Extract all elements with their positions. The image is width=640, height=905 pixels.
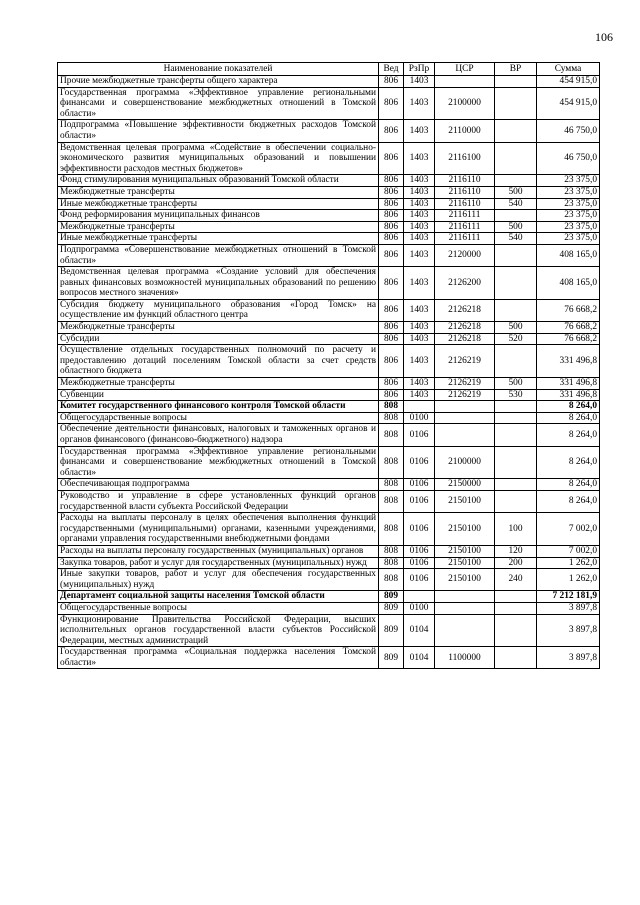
table-row: [58, 244, 600, 266]
cell-csr: [435, 614, 495, 647]
cell-vr: 500: [495, 378, 537, 390]
cell-sum: 8 264,0: [537, 479, 600, 491]
table-row: [58, 479, 600, 491]
cell-ved: 806: [379, 244, 404, 266]
cell-vr: 100: [495, 513, 537, 546]
cell-name: Функционирование Правительства Российской Федерации, высших исполнительных органов государственной власти субъектов Российской Федерации, местных администраций: [58, 614, 379, 647]
cell-ved: 806: [379, 186, 404, 198]
cell-sum: 23 375,0: [537, 233, 600, 245]
cell-name: Фонд реформирования муниципальных финансов: [58, 210, 379, 222]
cell-name: Обеспечение деятельности финансовых, налоговых и таможенных органов и органов финансового (финансово-бюджетного) надзора: [58, 424, 379, 446]
cell-name: Фонд стимулирования муниципальных образований Томской области: [58, 175, 379, 187]
cell-name: Государственная программа «Эффективное управление региональными финансами и совершенствование межбюджетных отношений в Томской области»: [58, 446, 379, 479]
cell-sum: 7 212 181,9: [537, 591, 600, 603]
cell-ved: 809: [379, 602, 404, 614]
cell-ved: 806: [379, 389, 404, 401]
cell-rzpr: [404, 401, 435, 413]
cell-vr: [495, 76, 537, 88]
cell-ved: 808: [379, 401, 404, 413]
header-name: Наименование показателей: [58, 63, 379, 76]
cell-csr: 2116111: [435, 233, 495, 245]
cell-vr: [495, 175, 537, 187]
header-csr: ЦСР: [435, 63, 495, 76]
cell-sum: 23 375,0: [537, 210, 600, 222]
table-row: [58, 267, 600, 300]
cell-rzpr: 1403: [404, 333, 435, 345]
cell-csr: 2110000: [435, 120, 495, 142]
cell-csr: 2126219: [435, 345, 495, 378]
cell-vr: 520: [495, 333, 537, 345]
cell-name: Ведомственная целевая программа «Создание условий для обеспечения равных финансовых возможностей муниципальных образований по решению вопросов местного значения»: [58, 267, 379, 300]
cell-rzpr: 1403: [404, 345, 435, 378]
cell-sum: 23 375,0: [537, 186, 600, 198]
cell-vr: 500: [495, 221, 537, 233]
cell-ved: 808: [379, 490, 404, 512]
header-rzpr: РзПр: [404, 63, 435, 76]
cell-rzpr: 1403: [404, 233, 435, 245]
table-row: [58, 412, 600, 424]
cell-name: Государственная программа «Социальная поддержка населения Томской области»: [58, 647, 379, 669]
table-row: [58, 198, 600, 210]
cell-name: Общегосударственные вопросы: [58, 602, 379, 614]
cell-csr: 2120000: [435, 244, 495, 266]
cell-sum: 8 264,0: [537, 412, 600, 424]
cell-vr: 540: [495, 233, 537, 245]
cell-vr: [495, 647, 537, 669]
cell-vr: [495, 602, 537, 614]
cell-sum: 1 262,0: [537, 569, 600, 591]
cell-sum: 8 264,0: [537, 424, 600, 446]
table-row: [58, 210, 600, 222]
budget-table: [57, 62, 600, 669]
cell-ved: 809: [379, 614, 404, 647]
cell-sum: 76 668,2: [537, 322, 600, 334]
table-row: [58, 647, 600, 669]
table-row: [58, 345, 600, 378]
cell-ved: 808: [379, 557, 404, 569]
cell-vr: 500: [495, 186, 537, 198]
cell-name: Расходы на выплаты персоналу государственных (муниципальных) органов: [58, 545, 379, 557]
table-row: [58, 322, 600, 334]
cell-ved: 806: [379, 142, 404, 175]
cell-vr: [495, 614, 537, 647]
cell-csr: 2126218: [435, 299, 495, 321]
cell-sum: 331 496,8: [537, 389, 600, 401]
cell-csr: 2126219: [435, 389, 495, 401]
cell-rzpr: 1403: [404, 76, 435, 88]
cell-rzpr: 1403: [404, 244, 435, 266]
cell-vr: 200: [495, 557, 537, 569]
cell-sum: 7 002,0: [537, 545, 600, 557]
cell-csr: 2116110: [435, 198, 495, 210]
cell-rzpr: 1403: [404, 267, 435, 300]
cell-ved: 806: [379, 210, 404, 222]
cell-sum: 46 750,0: [537, 142, 600, 175]
cell-rzpr: 1403: [404, 87, 435, 120]
cell-ved: 806: [379, 120, 404, 142]
cell-csr: 2116110: [435, 175, 495, 187]
cell-name: Иные межбюджетные трансферты: [58, 198, 379, 210]
cell-rzpr: 1403: [404, 299, 435, 321]
cell-vr: [495, 446, 537, 479]
cell-sum: 8 264,0: [537, 446, 600, 479]
cell-rzpr: 0106: [404, 446, 435, 479]
cell-vr: [495, 479, 537, 491]
cell-sum: 23 375,0: [537, 175, 600, 187]
cell-ved: 808: [379, 479, 404, 491]
cell-sum: 331 496,8: [537, 345, 600, 378]
cell-vr: [495, 244, 537, 266]
cell-ved: 806: [379, 233, 404, 245]
cell-sum: 3 897,8: [537, 614, 600, 647]
cell-ved: 806: [379, 175, 404, 187]
table-row: [58, 446, 600, 479]
cell-sum: 3 897,8: [537, 602, 600, 614]
table-row: [58, 221, 600, 233]
table-row: [58, 591, 600, 603]
cell-vr: 240: [495, 569, 537, 591]
cell-rzpr: 1403: [404, 186, 435, 198]
cell-vr: [495, 424, 537, 446]
cell-ved: 808: [379, 412, 404, 424]
cell-ved: 806: [379, 378, 404, 390]
cell-name: Расходы на выплаты персоналу в целях обеспечения выполнения функций государственными (муниципальными) органами, казенными учреждениями, органами управления государственными внебюджетными фондами: [58, 513, 379, 546]
cell-name: Подпрограмма «Повышение эффективности бюджетных расходов Томской области»: [58, 120, 379, 142]
cell-csr: 2126218: [435, 333, 495, 345]
cell-ved: 808: [379, 545, 404, 557]
table-row: [58, 378, 600, 390]
cell-vr: [495, 267, 537, 300]
table-row: [58, 401, 600, 413]
table-row: [58, 76, 600, 88]
cell-csr: 2116111: [435, 221, 495, 233]
cell-ved: 806: [379, 267, 404, 300]
cell-csr: 2126219: [435, 378, 495, 390]
cell-vr: [495, 299, 537, 321]
cell-rzpr: 1403: [404, 175, 435, 187]
cell-csr: 2150100: [435, 513, 495, 546]
cell-name: Межбюджетные трансферты: [58, 221, 379, 233]
table-row: [58, 545, 600, 557]
cell-ved: 806: [379, 221, 404, 233]
cell-ved: 806: [379, 299, 404, 321]
cell-ved: 806: [379, 333, 404, 345]
cell-ved: 808: [379, 513, 404, 546]
table-row: [58, 175, 600, 187]
table-row: [58, 569, 600, 591]
cell-csr: 2150100: [435, 490, 495, 512]
cell-rzpr: 0100: [404, 412, 435, 424]
cell-name: Прочие межбюджетные трансферты общего характера: [58, 76, 379, 88]
cell-sum: 76 668,2: [537, 333, 600, 345]
cell-vr: [495, 87, 537, 120]
table-row: [58, 602, 600, 614]
cell-vr: 500: [495, 322, 537, 334]
cell-name: Ведомственная целевая программа «Содействие в обеспечении социально-экономического развития муниципальных образований и повышении эффективности расходов местных бюджетов»: [58, 142, 379, 175]
cell-csr: 2150100: [435, 557, 495, 569]
cell-csr: [435, 424, 495, 446]
cell-sum: 76 668,2: [537, 299, 600, 321]
cell-csr: 2100000: [435, 446, 495, 479]
cell-csr: 2126218: [435, 322, 495, 334]
cell-rzpr: 0106: [404, 513, 435, 546]
table-row: [58, 389, 600, 401]
cell-name: Комитет государственного финансового контроля Томской области: [58, 401, 379, 413]
cell-rzpr: 1403: [404, 322, 435, 334]
cell-csr: [435, 76, 495, 88]
cell-name: Субсидии: [58, 333, 379, 345]
cell-sum: 408 165,0: [537, 267, 600, 300]
cell-sum: 3 897,8: [537, 647, 600, 669]
cell-name: Межбюджетные трансферты: [58, 186, 379, 198]
cell-vr: 120: [495, 545, 537, 557]
cell-sum: 408 165,0: [537, 244, 600, 266]
cell-sum: 23 375,0: [537, 198, 600, 210]
header-vr: ВР: [495, 63, 537, 76]
table-row: [58, 333, 600, 345]
cell-name: Межбюджетные трансферты: [58, 322, 379, 334]
cell-sum: 7 002,0: [537, 513, 600, 546]
cell-name: Закупка товаров, работ и услуг для государственных (муниципальных) нужд: [58, 557, 379, 569]
cell-name: Общегосударственные вопросы: [58, 412, 379, 424]
table-row: [58, 557, 600, 569]
cell-sum: 1 262,0: [537, 557, 600, 569]
cell-rzpr: 0106: [404, 557, 435, 569]
cell-rzpr: 0100: [404, 602, 435, 614]
table-row: [58, 87, 600, 120]
cell-vr: [495, 490, 537, 512]
cell-ved: 809: [379, 647, 404, 669]
table-row: [58, 490, 600, 512]
cell-rzpr: 0106: [404, 569, 435, 591]
cell-csr: 2116111: [435, 210, 495, 222]
cell-csr: 2150100: [435, 545, 495, 557]
table-row: [58, 299, 600, 321]
cell-csr: 2116100: [435, 142, 495, 175]
cell-rzpr: 1403: [404, 221, 435, 233]
cell-rzpr: 0106: [404, 424, 435, 446]
cell-vr: [495, 345, 537, 378]
cell-name: Осуществление отдельных государственных полномочий по расчету и предоставлению дотаций поселениям Томской области за счет средств областного бюджета: [58, 345, 379, 378]
header-sum: Сумма: [537, 63, 600, 76]
cell-name: Подпрограмма «Совершенствование межбюджетных отношений в Томской области»: [58, 244, 379, 266]
cell-name: Субвенции: [58, 389, 379, 401]
cell-name: Департамент социальной защиты населения Томской области: [58, 591, 379, 603]
cell-csr: 1100000: [435, 647, 495, 669]
page-number: 106: [595, 30, 613, 44]
table-row: [58, 120, 600, 142]
cell-csr: 2150000: [435, 479, 495, 491]
cell-ved: 808: [379, 446, 404, 479]
cell-vr: [495, 210, 537, 222]
cell-vr: 530: [495, 389, 537, 401]
cell-rzpr: 0104: [404, 614, 435, 647]
cell-name: Межбюджетные трансферты: [58, 378, 379, 390]
table-row: [58, 513, 600, 546]
cell-vr: [495, 120, 537, 142]
table-row: [58, 424, 600, 446]
cell-name: Иные межбюджетные трансферты: [58, 233, 379, 245]
cell-rzpr: [404, 591, 435, 603]
cell-name: Государственная программа «Эффективное управление региональными финансами и совершенствование межбюджетных отношений в Томской области»: [58, 87, 379, 120]
cell-sum: 8 264,0: [537, 490, 600, 512]
cell-rzpr: 1403: [404, 210, 435, 222]
cell-sum: 8 264,0: [537, 401, 600, 413]
cell-ved: 806: [379, 198, 404, 210]
cell-ved: 806: [379, 76, 404, 88]
cell-csr: [435, 602, 495, 614]
cell-csr: 2126200: [435, 267, 495, 300]
cell-csr: [435, 401, 495, 413]
cell-ved: 806: [379, 87, 404, 120]
cell-ved: 809: [379, 591, 404, 603]
cell-rzpr: 0104: [404, 647, 435, 669]
cell-csr: 2150100: [435, 569, 495, 591]
cell-sum: 454 915,0: [537, 76, 600, 88]
table-row: [58, 233, 600, 245]
cell-ved: 808: [379, 424, 404, 446]
cell-name: Субсидия бюджету муниципального образования «Город Томск» на осуществление им функций областного центра: [58, 299, 379, 321]
cell-ved: 806: [379, 322, 404, 334]
cell-rzpr: 0106: [404, 479, 435, 491]
cell-rzpr: 0106: [404, 545, 435, 557]
cell-rzpr: 1403: [404, 389, 435, 401]
cell-vr: 540: [495, 198, 537, 210]
cell-vr: [495, 401, 537, 413]
cell-name: Руководство и управление в сфере установленных функций органов государственной власти субъекта Российской Федерации: [58, 490, 379, 512]
cell-rzpr: 0106: [404, 490, 435, 512]
table-row: [58, 614, 600, 647]
cell-ved: 808: [379, 569, 404, 591]
cell-csr: [435, 591, 495, 603]
cell-name: Обеспечивающая подпрограмма: [58, 479, 379, 491]
cell-vr: [495, 412, 537, 424]
cell-rzpr: 1403: [404, 378, 435, 390]
cell-csr: [435, 412, 495, 424]
cell-csr: 2116110: [435, 186, 495, 198]
cell-sum: 331 496,8: [537, 378, 600, 390]
cell-csr: 2100000: [435, 87, 495, 120]
cell-rzpr: 1403: [404, 142, 435, 175]
cell-ved: 806: [379, 345, 404, 378]
cell-sum: 454 915,0: [537, 87, 600, 120]
cell-name: Иные закупки товаров, работ и услуг для обеспечения государственных (муниципальных) нужд: [58, 569, 379, 591]
table-row: [58, 186, 600, 198]
cell-rzpr: 1403: [404, 198, 435, 210]
table-header-row: [58, 63, 600, 76]
cell-rzpr: 1403: [404, 120, 435, 142]
header-ved: Вед: [379, 63, 404, 76]
cell-sum: 46 750,0: [537, 120, 600, 142]
cell-sum: 23 375,0: [537, 221, 600, 233]
cell-vr: [495, 142, 537, 175]
cell-vr: [495, 591, 537, 603]
table-row: [58, 142, 600, 175]
